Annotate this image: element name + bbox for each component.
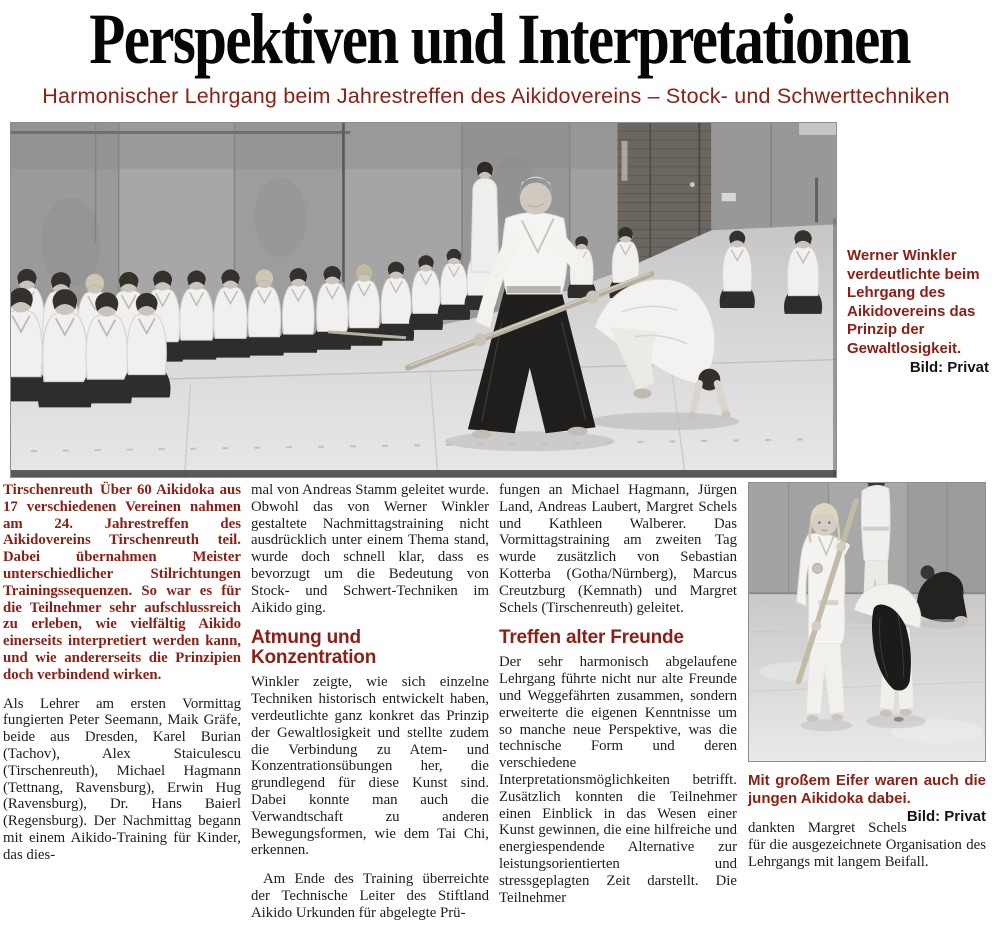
article-column-4 (748, 482, 986, 882)
body-paragraph: mal von Andreas Stamm geleitet wurde. Obwohl das von Werner Winkler gestaltete Nachmittagstraining nicht ausdrücklich unter einem Thema stand, wurde doch schnell klar, dass es bevorzugt um die Bedeutung von Stock- und Schwert-Techniken im Aikido ging. (251, 482, 489, 616)
photo-credit: Bild: Privat (909, 359, 989, 376)
caption-text: Mit großem Eifer waren auch die jungen Aikidoka dabei. (748, 772, 986, 807)
caption-text: Werner Winkler verdeutlichte beim Lehrgang des Aikidovereins das Prinzip der Gewaltlosigkeit. (847, 247, 980, 357)
body-paragraph: Am Ende des Training überreichte der Technische Leiter des Stiftland Aikido Urkunden für abgelegte Prü- (251, 871, 489, 921)
secondary-photo-illustration (749, 483, 985, 761)
secondary-photo-caption (748, 772, 986, 825)
lead-text: Über 60 Aikidoka aus 17 verschiedenen Vereinen nahmen am 24. Jahrestreffen des Aikidovereins Tirschenreuth teil. Dabei übernahmen Meister unterschiedlicher Stilrichtungen Trainingssequenzen. So war es für die Teilnehmer sehr aufschlussreich zu erleben, wie vielfältig Aikido einerseits interpretiert werden kann, und wie andererseits die Prinzipien doch verbindend wirken. (3, 482, 241, 683)
article-column-3 (499, 482, 737, 918)
lead-paragraph (3, 482, 241, 684)
subheadline: Harmonischer Lehrgang beim Jahrestreffen des Aikidovereins – Stock- und Schwerttechniken (42, 84, 950, 108)
section-heading-atmung: Atmung und Konzentration (251, 627, 377, 669)
body-paragraph: Der sehr harmonisch abgelaufene Lehrgang führte nicht nur alte Freunde und Weggefährten zusammen, sondern erweiterte die eigenen Kenntnisse um so manche neue Perspektive, was die technische Form und deren verschiedene Interpretationsmöglichkeiten betrifft. Zusätzlich konnten die Teilnehmer einen Einblick in das Wesen einer Kunst gewinnen, die eine hilfreiche und energiespendende Alternative zur leistungsorientierten und stressgeplagten Zeit darstellt. Die Teilnehmer (499, 654, 737, 906)
article-column-1 (3, 482, 241, 876)
body-paragraph: Winkler zeigte, wie sich einzelne Techniken historisch entwickelt haben, verdeutlichte ganz konkret das Prinzip der Gewaltlosigkeit und stellte zudem die Verbindung zu Atem- und Konzentrationsübungen her, die grundlegend für diese Kunst sind. Dabei konnte man auch die Verwandtschaft zu anderen Bewegungsformen, wie dem Tai Chi, erkennen. (251, 674, 489, 859)
page-title: Perspektiven und Interpretationen (89, 0, 910, 79)
section-heading-treffen: Treffen alter Freunde (499, 627, 684, 649)
secondary-photo (748, 482, 986, 762)
dateline-location: Tirschenreuth (3, 482, 93, 498)
main-photo (10, 122, 837, 478)
photo-credit: Bild: Privat (906, 808, 986, 825)
main-photo-illustration (11, 123, 836, 477)
body-paragraph: fungen an Michael Hagmann, Jürgen Land, Andreas Laubert, Margret Schels und Kathleen Walberer. Das Vormittagstraining am zweiten Tag wurde zusätzlich von Sebastian Kotterba (Gotha/Nürnberg), Marcus Creutzburg (Kemnath) und Margret Schels (Tirschenreuth) geleitet. (499, 482, 737, 616)
body-paragraph: Als Lehrer am ersten Vormittag fungierten Peter Seemann, Maik Gräfe, beide aus Dresden, Karel Burian (Tachov), Alex Staiculescu (Tirschenreuth), Michael Hagmann (Tettnang, Ravensburg), Erwin Hug (Ravensburg), Dr. Hans Baierl (Regensburg). Der Nachmittag begann mit einem Aikido-Training für Kinder, das dies- (3, 695, 241, 863)
right-curtain (711, 123, 836, 232)
main-photo-caption (847, 247, 989, 378)
body-paragraph: dankten Margret Schels für die ausgezeichnete Organisation des Lehrgangs mit langem Beifall. (748, 820, 986, 870)
article-column-2 (251, 482, 489, 934)
